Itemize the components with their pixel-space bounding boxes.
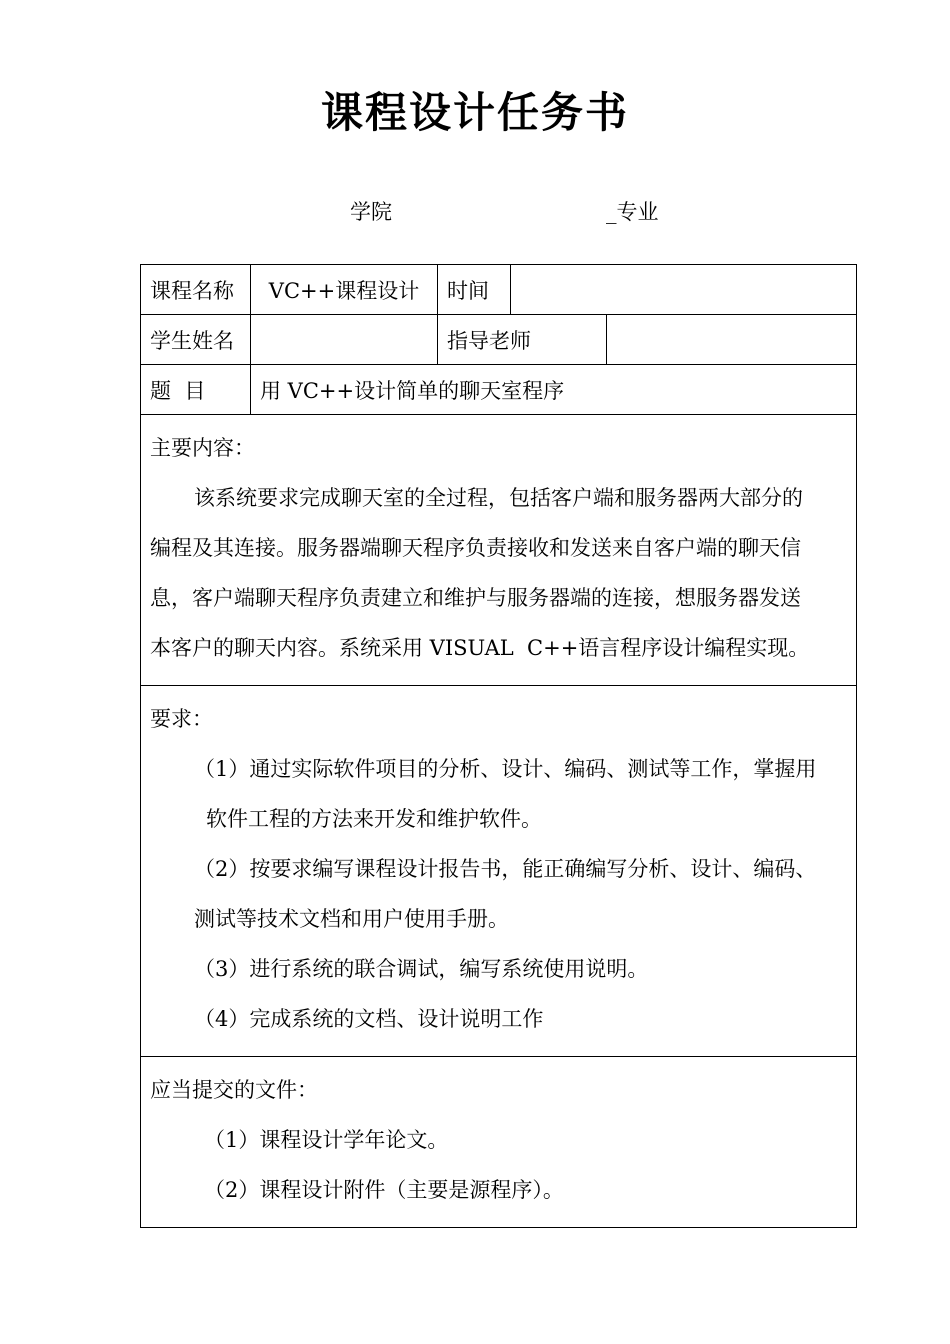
requirements-row: [141, 686, 857, 1057]
task-table: [140, 264, 857, 1228]
content-cell: [141, 415, 857, 686]
requirement-line: （1）通过实际软件项目的分析、设计、编码、测试等工作，掌握用: [194, 757, 817, 781]
requirements-heading: 要求：: [150, 707, 213, 731]
course-row: [141, 265, 857, 315]
submission-line: （2）课程设计附件（主要是源程序）。: [204, 1178, 564, 1202]
submission-row: [141, 1057, 857, 1228]
content-row: [141, 415, 857, 686]
student-name-label: 学生姓名: [141, 315, 251, 365]
submission-cell: [141, 1057, 857, 1228]
submission-heading: 应当提交的文件：: [150, 1078, 318, 1102]
student-name-value: [251, 315, 438, 365]
advisor-value: [607, 315, 857, 365]
advisor-label: 指导老师: [438, 315, 607, 365]
requirement-line: 软件工程的方法来开发和维护软件。: [206, 807, 542, 831]
requirement-line: （3）进行系统的联合调试，编写系统使用说明。: [194, 957, 649, 981]
major-label: _专业: [606, 200, 659, 224]
content-heading: 主要内容：: [150, 436, 255, 460]
topic-value: 用 VC++设计简单的聊天室程序: [251, 365, 857, 415]
submission-line: （1）课程设计学年论文。: [204, 1128, 449, 1152]
content-line: 本客户的聊天内容。系统采用 VISUAL C++语言程序设计编程实现。: [150, 636, 810, 660]
course-name-value: VC++课程设计: [251, 265, 438, 315]
requirements-cell: [141, 686, 857, 1057]
topic-label: 题 目: [141, 365, 251, 415]
content-line: 该系统要求完成聊天室的全过程，包括客户端和服务器两大部分的: [194, 486, 803, 510]
content-line: 息，客户端聊天程序负责建立和维护与服务器端的连接，想服务器发送: [150, 586, 801, 610]
requirement-line: （4）完成系统的文档、设计说明工作: [194, 1007, 544, 1031]
requirement-line: 测试等技术文档和用户使用手册。: [194, 907, 509, 931]
course-name-label: 课程名称: [141, 265, 251, 315]
time-value: [511, 265, 857, 315]
college-label: 学院: [350, 200, 392, 224]
content-line: 编程及其连接。服务器端聊天程序负责接收和发送来自客户端的聊天信: [150, 536, 801, 560]
requirement-line: （2）按要求编写课程设计报告书，能正确编写分析、设计、编码、: [194, 857, 817, 881]
time-label: 时间: [438, 265, 511, 315]
page-title: 课程设计任务书: [320, 88, 629, 137]
topic-row: [141, 365, 857, 415]
student-row: [141, 315, 857, 365]
